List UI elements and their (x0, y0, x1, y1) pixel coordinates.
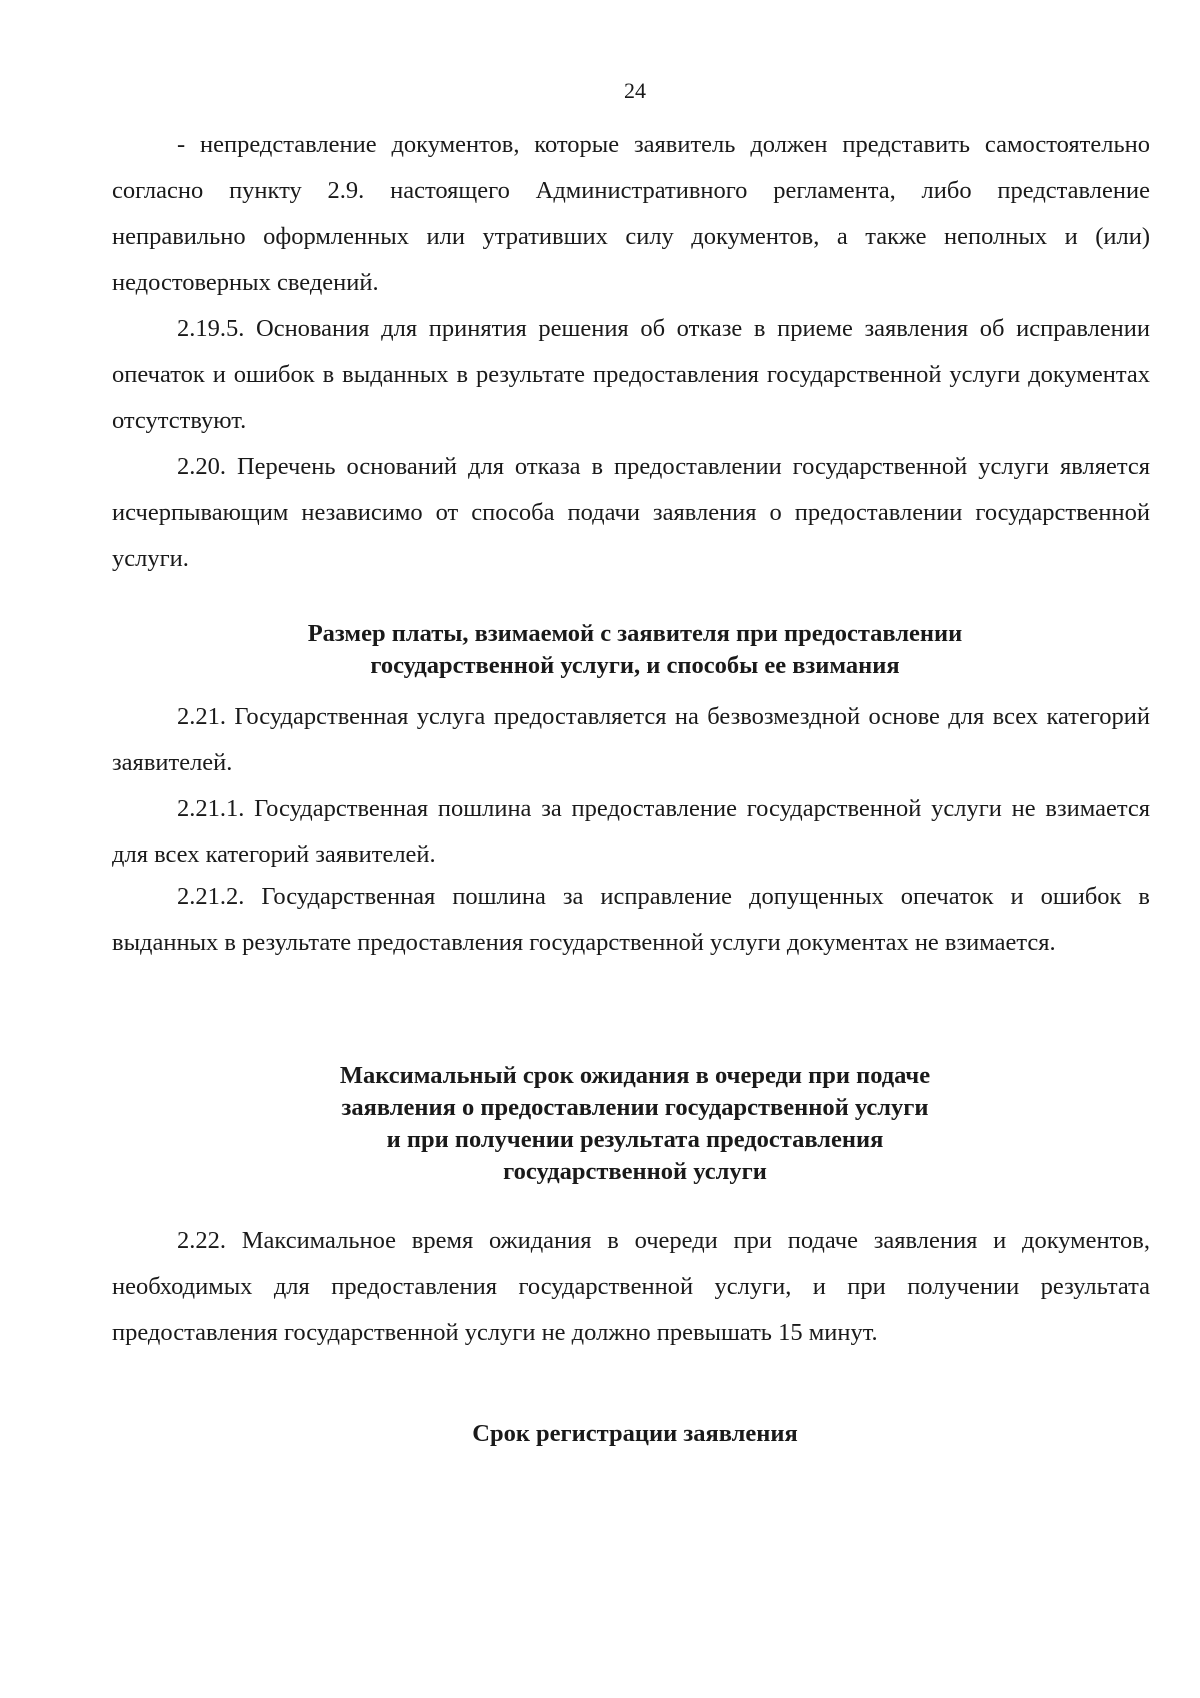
paragraph-non-submission: - непредставление документов, которые заявитель должен представить самостоятельно согласно пункту 2.9. настоящего Административного регламента, либо представление неправильно оформленных или утративших силу документов, а также неполных и (или) недостоверных сведений. (112, 131, 1150, 296)
paragraph-2-20: 2.20. Перечень оснований для отказа в предоставлении государственной услуги является исчерпывающим независимо от способа подачи заявления о предоставлении государственной услуги. (112, 453, 1150, 572)
paragraph-2-21-2: 2.21.2. Государственная пошлина за исправление допущенных опечаток и ошибок в выданных в результате предоставления государственной услуги документах не взимается. (112, 883, 1150, 956)
heading-fee-line-2: государственной услуги, и способы ее взимания (370, 652, 900, 679)
paragraph-2-19-5: 2.19.5. Основания для принятия решения об отказе в приеме заявления об исправлении опечаток и ошибок в выданных в результате предоставления государственной услуги документах отсутствуют. (112, 315, 1150, 434)
paragraph-2-22: 2.22. Максимальное время ожидания в очереди при подаче заявления и документов, необходимых для предоставления государственной услуги, и при получении результата предоставления государственной услуги не должно превышать 15 минут. (112, 1227, 1150, 1346)
paragraph-2-21-1: 2.21.1. Государственная пошлина за предоставление государственной услуги не взимается для всех категорий заявителей. (112, 795, 1150, 868)
page-number: 24 (624, 78, 646, 103)
heading-queue-time (0, 1060, 1200, 1188)
heading-registration-line-1: Срок регистрации заявления (472, 1420, 798, 1447)
paragraph-2-21: 2.21. Государственная услуга предоставляется на безвозмездной основе для всех категорий заявителей. (112, 703, 1150, 776)
heading-fee-line-1: Размер платы, взимаемой с заявителя при предоставлении (307, 620, 963, 647)
heading-queue-line-2: заявления о предоставлении государственной услуги (341, 1094, 929, 1121)
heading-fee (0, 618, 1200, 682)
heading-registration-term (0, 1418, 1200, 1450)
heading-queue-line-1: Максимальный срок ожидания в очереди при подаче (339, 1062, 931, 1089)
heading-queue-line-4: государственной услуги (503, 1158, 767, 1185)
heading-queue-line-3: и при получении результата предоставления (386, 1126, 884, 1153)
